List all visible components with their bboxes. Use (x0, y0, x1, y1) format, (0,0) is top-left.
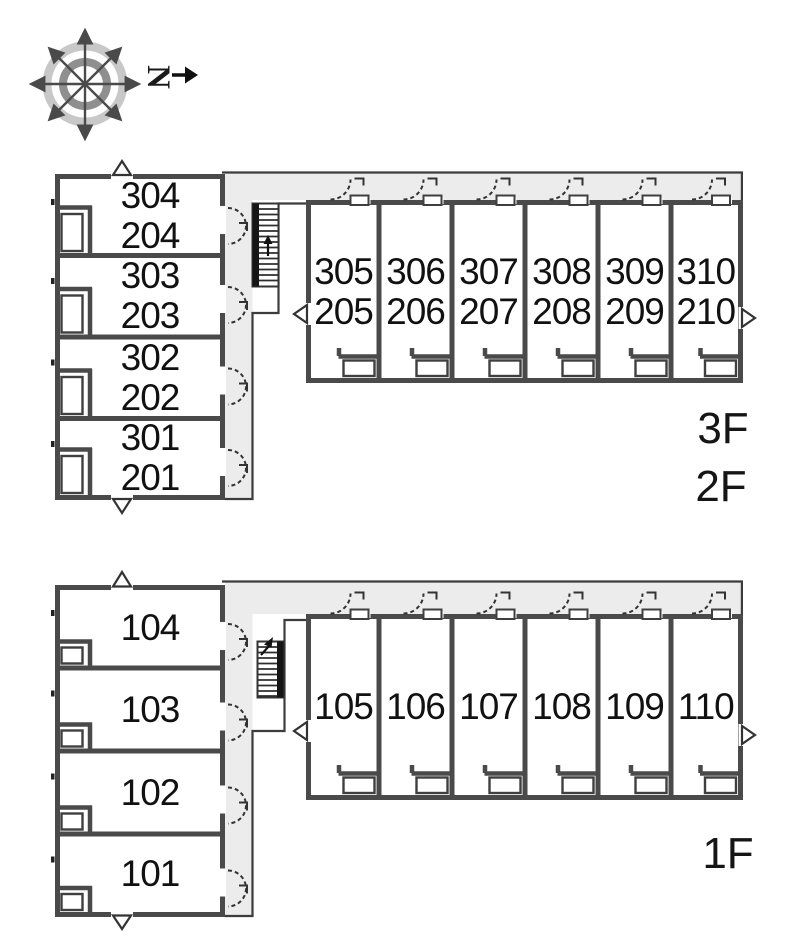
room-label-306-206: 306 206 (386, 250, 445, 332)
stairs-icon (258, 637, 284, 698)
room-label-109: 109 (605, 686, 664, 727)
room-label-101: 101 (120, 853, 180, 894)
compass-north-label: N (140, 65, 176, 89)
floor-badge-3f: 3F (697, 404, 749, 453)
room-label-310-210: 310 210 (676, 250, 736, 332)
room-label-307-207: 307 207 (459, 250, 518, 332)
room-label-106: 106 (386, 686, 445, 727)
room-label-105: 105 (314, 686, 373, 727)
vent-arrow-icon (742, 309, 755, 327)
vent-arrow-icon (113, 916, 131, 930)
room-label-107: 107 (459, 686, 518, 727)
compass-rose-icon (25, 18, 215, 158)
vent-arrow-icon (742, 726, 755, 744)
vent-arrow-icon (113, 572, 131, 587)
room-label-304-204: 304 204 (120, 175, 180, 256)
room-label-102: 102 (120, 771, 180, 813)
room-label-110: 110 (677, 686, 734, 727)
room-label-104: 104 (120, 606, 180, 648)
vent-arrow-icon (113, 499, 131, 513)
vent-arrow-icon (294, 305, 307, 323)
room-label-103: 103 (120, 688, 180, 730)
compass-icon (25, 18, 215, 158)
room-label-108: 108 (532, 686, 591, 727)
room-label-305-205: 305 205 (314, 250, 373, 332)
stairs-icon (253, 204, 279, 287)
room-label-308-208: 308 208 (532, 250, 591, 332)
room-label-301-201: 301 201 (120, 417, 180, 498)
vent-arrow-icon (294, 722, 307, 740)
room-label-302-202: 302 202 (120, 336, 180, 418)
room-label-303-203: 303 203 (120, 255, 180, 336)
floor-badge-1f: 1F (702, 829, 754, 878)
room-label-309-209: 309 209 (605, 250, 664, 332)
vent-arrow-icon (113, 161, 131, 175)
floor-badge-2f: 2F (695, 462, 747, 511)
